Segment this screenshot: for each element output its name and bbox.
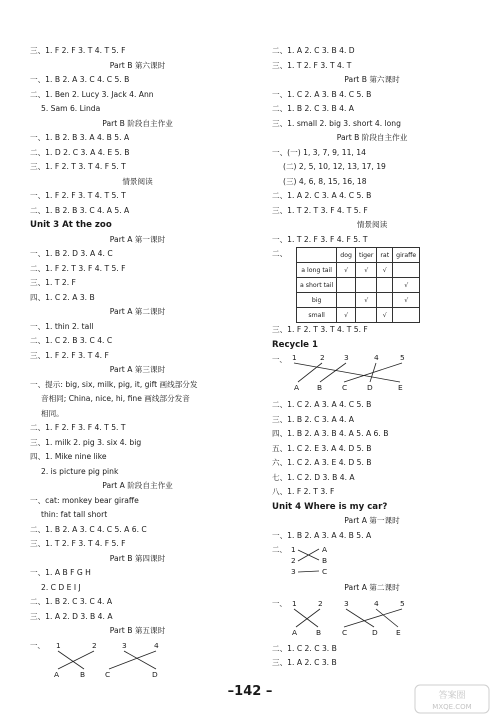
svg-text:MXQE.COM: MXQE.COM xyxy=(432,703,472,711)
match-line xyxy=(346,609,374,627)
section-heading: Part A 第二课时 xyxy=(344,583,400,592)
matching-prefix: 一、 xyxy=(30,640,45,650)
table-cell xyxy=(337,278,356,293)
answer-line: 一、1. A B F G H xyxy=(30,568,91,577)
table-cell: √ xyxy=(355,293,376,308)
answer-line: 六、1. C 2. A 3. E 4. D 5. B xyxy=(272,458,372,467)
section-heading: Part B 阶段自主作业 xyxy=(336,133,408,142)
table-header-cell: tiger xyxy=(355,248,376,263)
page-number: –142 – xyxy=(227,684,273,699)
watermark-text: 答案圈 xyxy=(438,691,466,701)
table-cell xyxy=(337,293,356,308)
table-cell xyxy=(377,278,393,293)
match-letter: C xyxy=(342,383,348,392)
answer-line: 一、cat: monkey bear giraffe xyxy=(30,495,139,505)
matching-diagram-2 xyxy=(272,352,472,394)
match-number: 1 xyxy=(291,545,296,554)
match-line xyxy=(344,609,402,627)
section-heading: Part B 第六课时 xyxy=(109,60,166,70)
table-cell xyxy=(355,278,376,293)
answer-prefix: 二、 xyxy=(272,249,288,258)
match-line xyxy=(298,571,319,572)
table-cell: a long tail xyxy=(297,263,337,278)
unit-heading: Recycle 1 xyxy=(272,339,318,350)
answer-line: 音相同; China, nice, hi, fine 画线部分发音 xyxy=(41,394,190,403)
table-cell: √ xyxy=(393,278,420,293)
answer-line: 三、1. milk 2. pig 3. six 4. big xyxy=(30,437,142,447)
match-letter: D xyxy=(367,383,373,392)
answer-line: 一、(一) 1, 3, 7, 9, 11, 14 xyxy=(272,147,366,157)
table-cell: big xyxy=(297,293,337,308)
match-line xyxy=(58,651,94,669)
match-letter: B xyxy=(322,556,328,565)
table-cell: a short tail xyxy=(297,278,337,293)
answer-line: 三、1. B 2. C 3. A 4. A xyxy=(272,414,354,424)
match-letter: A xyxy=(322,545,328,554)
answer-line: 三、1. F 2. F 3. T 4. F xyxy=(30,350,109,360)
answer-line: 三、1. T 2. F 3. T 4. T xyxy=(272,60,352,70)
section-heading: Part A 第一课时 xyxy=(344,516,400,525)
answer-line: 二、1. Ben 2. Lucy 3. Jack 4. Ann xyxy=(30,89,154,99)
table-cell xyxy=(377,293,393,308)
answer-line: 三、1. T 2. T 3. F 4. T 5. F xyxy=(272,205,368,215)
table-cell xyxy=(355,308,376,323)
answer-line: 八、1. F 2. T 3. F xyxy=(272,487,335,496)
match-number: 2 xyxy=(92,640,97,650)
match-number: 3 xyxy=(122,640,127,650)
match-line xyxy=(376,609,398,627)
match-letter: D xyxy=(372,627,378,637)
matching-prefix: 一、 xyxy=(272,355,287,364)
answer-line: 二、1. A 2. C 3. A 4. C 5. B xyxy=(272,191,372,200)
match-letter: C xyxy=(322,567,328,576)
match-line xyxy=(296,609,320,627)
left-column xyxy=(30,44,245,683)
match-letter: C xyxy=(105,669,111,679)
match-line xyxy=(109,651,156,669)
match-letter: E xyxy=(396,627,401,637)
right-column xyxy=(272,44,472,671)
answer-line: 一、1. thin 2. tall xyxy=(30,321,94,331)
answer-line: 5. Sam 6. Linda xyxy=(41,104,101,113)
answer-line: 一、1. F 2. F 3. T 4. T 5. T xyxy=(30,191,126,200)
match-letter: A xyxy=(292,627,298,637)
match-number: 1 xyxy=(292,598,297,608)
section-heading: 情景阅读 xyxy=(356,220,388,229)
match-number: 2 xyxy=(291,556,296,565)
section-heading: Part A 阶段自主作业 xyxy=(102,481,173,490)
unit-heading: Unit 4 Where is my car? xyxy=(272,501,388,512)
match-letter: B xyxy=(80,669,86,679)
table-row xyxy=(297,248,420,263)
section-heading: 情景阅读 xyxy=(122,176,153,186)
answer-line: 二、1. F 2. F 3. F 4. T 5. T xyxy=(30,423,126,432)
answer-line: 二、1. D 2. C 3. A 4. E 5. B xyxy=(30,147,130,157)
answer-line: 二、1. F 2. T 3. F 4. T 5. F xyxy=(30,263,126,273)
answer-line: 二、1. C 2. C 3. B xyxy=(272,643,337,653)
answer-line: 三、1. F 2. F 3. T 4. T 5. F xyxy=(30,46,126,55)
unit-heading: Unit 3 At the zoo xyxy=(30,220,112,230)
answer-line: 三、1. F 2. T 3. T 4. F 5. T xyxy=(30,162,126,171)
match-letter: B xyxy=(317,383,323,392)
matching-prefix: 二、 xyxy=(272,545,287,554)
watermark-logo xyxy=(414,684,490,714)
match-number: 1 xyxy=(56,640,61,650)
answer-line: 三、1. A 2. C 3. B xyxy=(272,658,337,667)
answer-line: (三) 4, 6, 8, 15, 16, 18 xyxy=(283,176,367,186)
answer-line: 二、1. B 2. A 3. C 4. C 5. A 6. C xyxy=(30,524,147,534)
answer-line: 二、1. C 2. B 3. C 4. C xyxy=(30,336,113,345)
match-letter: B xyxy=(316,627,322,637)
answer-line: 五、1. C 2. E 3. A 4. D 5. B xyxy=(272,443,372,453)
table-header-cell: rat xyxy=(377,248,393,263)
match-letter: C xyxy=(342,627,348,637)
answer-line: 三、1. F 2. T 3. T 4. T 5. F xyxy=(272,325,368,334)
table-header-cell xyxy=(297,248,337,263)
match-number: 5 xyxy=(400,598,405,608)
answer-line: 七、1. C 2. D 3. B 4. A xyxy=(272,472,355,482)
animal-tail-table xyxy=(296,247,420,323)
table-cell: √ xyxy=(377,308,393,323)
answer-line: 一、1. B 2. D 3. A 4. C xyxy=(30,249,113,258)
match-letter: D xyxy=(152,669,158,679)
table-cell: √ xyxy=(337,263,356,278)
match-line xyxy=(298,549,319,561)
answer-line: 二、1. A 2. C 3. B 4. D xyxy=(272,46,355,55)
answer-line: 一、1. B 2. A 3. A 4. B 5. A xyxy=(272,530,372,540)
table-cell xyxy=(393,308,420,323)
answer-line: 二、1. B 2. C 3. C 4. A xyxy=(30,597,113,606)
table-cell: √ xyxy=(377,263,393,278)
match-letter: A xyxy=(294,383,300,392)
answer-line: 一、1. B 2. A 3. C 4. C 5. B xyxy=(30,75,130,84)
table-header-cell: giraffe xyxy=(393,248,420,263)
match-letter: E xyxy=(398,383,403,392)
matching-prefix: 一、 xyxy=(272,598,287,608)
answer-line: 一、1. C 2. A 3. B 4. C 5. B xyxy=(272,89,372,99)
match-number: 5 xyxy=(400,353,405,362)
answer-line: thin: fat tall short xyxy=(41,510,108,519)
match-number: 1 xyxy=(292,353,297,362)
section-heading: Part A 第一课时 xyxy=(109,234,166,244)
match-line xyxy=(124,651,156,669)
match-number: 2 xyxy=(318,598,323,608)
table-cell xyxy=(393,263,420,278)
answer-line: 相同。 xyxy=(41,408,64,418)
answer-line: 二、1. B 2. B 3. C 4. A 5. A xyxy=(30,205,130,215)
answer-line: 四、1. B 2. A 3. B 4. A 5. A 6. B xyxy=(272,429,389,438)
answer-line: 三、1. T 2. F xyxy=(30,278,76,287)
answer-line: 一、1. B 2. B 3. A 4. B 5. A xyxy=(30,133,130,142)
answer-line: (二) 2, 5, 10, 12, 13, 17, 19 xyxy=(283,162,386,171)
table-row xyxy=(297,263,420,278)
answer-line: 二、1. C 2. A 3. A 4. C 5. B xyxy=(272,400,372,409)
table-row xyxy=(297,308,420,323)
answer-line: 二、1. B 2. C 3. B 4. A xyxy=(272,104,354,113)
table-row xyxy=(297,278,420,293)
match-line xyxy=(344,363,402,382)
match-number: 4 xyxy=(374,353,379,362)
match-number: 3 xyxy=(291,567,296,576)
table-cell: √ xyxy=(355,263,376,278)
match-line xyxy=(58,651,84,669)
table-cell: small xyxy=(297,308,337,323)
answer-line: 三、1. T 2. F 3. T 4. F 5. F xyxy=(30,539,126,548)
match-line xyxy=(294,609,318,627)
answer-line: 2. is picture pig pink xyxy=(41,466,119,476)
section-heading: Part A 第二课时 xyxy=(109,307,166,316)
section-heading: Part A 第三课时 xyxy=(109,365,166,374)
table-cell: √ xyxy=(393,293,420,308)
section-heading: Part B 第五课时 xyxy=(109,626,166,635)
answer-line: 四、1. Mike nine like xyxy=(30,452,107,461)
match-number: 4 xyxy=(154,640,159,650)
match-letter: A xyxy=(54,669,60,679)
answer-line: 三、1. small 2. big 3. short 4. long xyxy=(272,118,401,128)
match-number: 3 xyxy=(344,598,349,608)
match-line xyxy=(320,363,346,382)
table-header-cell: dog xyxy=(337,248,356,263)
answer-line: 一、提示: big, six, milk, pig, it, gift 画线部分发 xyxy=(30,379,198,389)
answer-line: 一、1. T 2. F 3. F 4. F 5. T xyxy=(272,234,368,244)
answer-line: 三、1. A 2. D 3. B 4. A xyxy=(30,611,113,621)
matching-diagram-1 xyxy=(30,639,245,679)
section-heading: Part B 阶段自主作业 xyxy=(102,118,173,128)
table-cell: √ xyxy=(337,308,356,323)
section-heading: Part B 第六课时 xyxy=(344,75,400,84)
section-heading: Part B 第四课时 xyxy=(109,553,166,563)
answer-line: 2. C D E I J xyxy=(41,582,81,592)
matching-diagram-4 xyxy=(272,596,472,638)
matching-diagram-3 xyxy=(272,543,472,577)
animal-table-block xyxy=(272,247,472,323)
answer-line: 四、1. C 2. A 3. B xyxy=(30,292,95,302)
match-number: 3 xyxy=(344,353,349,362)
table-row xyxy=(297,293,420,308)
match-number: 2 xyxy=(320,353,325,362)
match-number: 4 xyxy=(374,598,379,608)
